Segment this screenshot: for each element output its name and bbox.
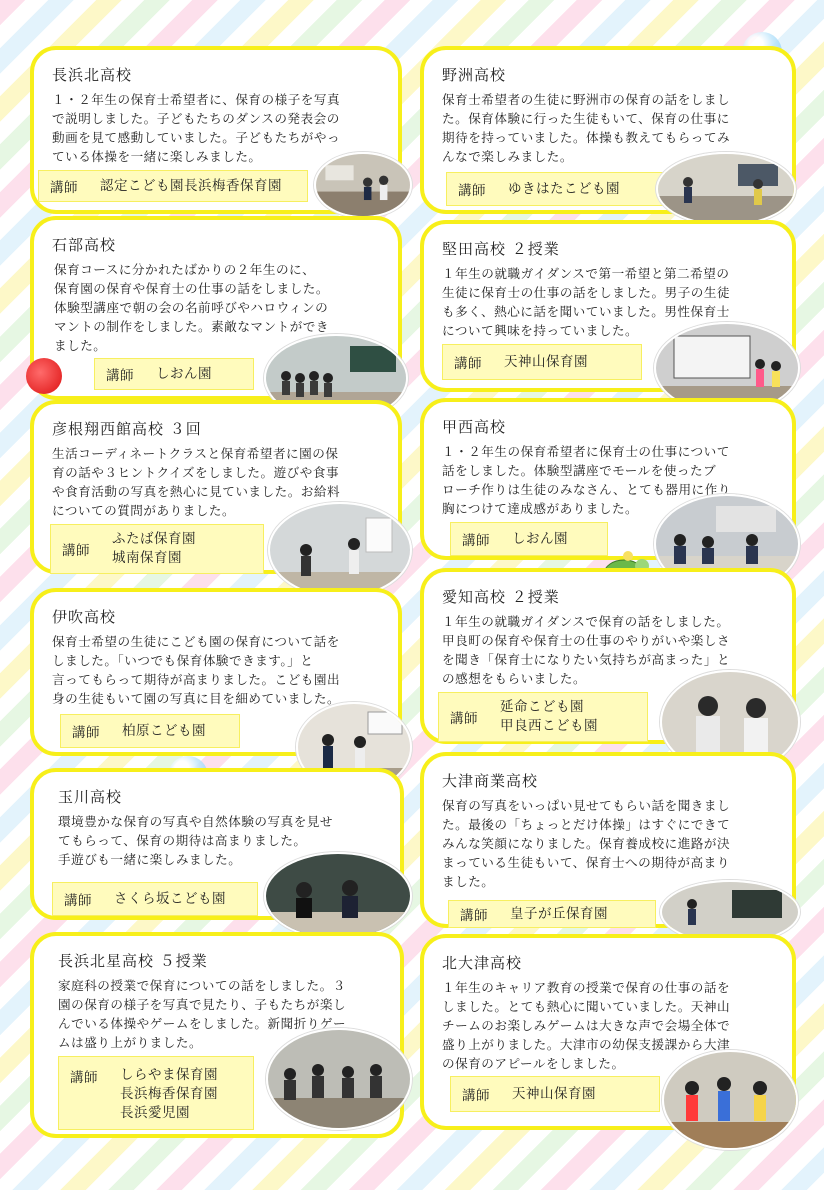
instructor-label: 講師 [62, 543, 90, 559]
body-line: た。最後の「ちょっとだけ体操」はすぐにできて [442, 817, 731, 832]
body-line: チームのお楽しみゲームは大きな声で会場全体で [442, 1018, 731, 1033]
card-title: 伊吹高校 [52, 608, 117, 626]
body-line: で説明しました。子どもたちのダンスの発表会の [52, 111, 340, 126]
classroom-photo [662, 1050, 798, 1150]
classroom-photo [656, 152, 796, 226]
card-body [52, 90, 384, 166]
body-line: ローチ作りは生徒のみなさん、とても器用に作り [442, 482, 731, 497]
card-title: 愛知高校 ２授業 [442, 588, 560, 606]
card-title: 彦根翔西館高校 ３回 [52, 420, 202, 438]
card-title: 長浜北高校 [52, 66, 133, 84]
instructor-name: 天神山保育園 [512, 1085, 596, 1102]
body-line: しました。「いつでも保育体験できます。」と [52, 653, 314, 668]
card-body [442, 796, 778, 891]
instructor-name: 甲良西こども園 [500, 718, 598, 734]
body-line: んなで楽しみました。 [442, 149, 573, 164]
instructor-label: 講師 [462, 1088, 490, 1104]
instructor-label: 講師 [106, 368, 134, 384]
body-line: 環境豊かな保育の写真や自然体験の写真を見せ [58, 814, 333, 829]
body-line: んでいる体操やゲームをしました。新聞折りゲー [58, 1016, 347, 1031]
instructor-name: しらやま保育園 [120, 1067, 218, 1083]
instructor-name: ふたば保育園 [112, 531, 196, 547]
card-title: 長浜北星高校 ５授業 [58, 952, 208, 970]
instructor-name: しおん園 [156, 365, 212, 382]
body-line: 言ってもらって期待が高まりました。こども園出 [52, 672, 341, 687]
body-line: 生活コーディネートクラスと保育希望者に園の保 [52, 446, 339, 461]
instructor-name: 延命こども園 [500, 699, 584, 715]
instructor-box [446, 172, 666, 206]
body-line: まっている生徒もいて、保育士への期待が高まり [442, 855, 730, 870]
ladybug-icon [26, 358, 62, 394]
body-line: を聞き「保育士になりたい気持ちが高まった」と [442, 652, 731, 667]
body-line: ムは盛り上がりました。 [58, 1035, 203, 1050]
body-line: について興味を持っていました。 [442, 323, 639, 338]
instructor-name: ゆきはたこども園 [508, 180, 620, 197]
body-line: や食育活動の写真を熱心に見ていました。お給料 [52, 484, 341, 499]
body-line: ました。 [54, 338, 107, 353]
card-title: 堅田高校 ２授業 [442, 240, 560, 258]
body-line: １年生のキャリア教育の授業で保育の仕事の話を [442, 980, 731, 995]
instructor-name: しおん園 [512, 530, 568, 547]
instructor-box [94, 358, 254, 390]
body-line: 手遊びも一緒に楽しみました。 [58, 852, 242, 867]
body-line: 甲良町の保育や保育士の仕事のやりがいや楽しさ [442, 633, 731, 648]
instructor-box [50, 524, 264, 574]
body-line: 胸につけて達成感がありました。 [442, 501, 639, 516]
instructor-name: 長浜梅香保育園 [120, 1086, 218, 1102]
card-title: 北大津高校 [442, 954, 523, 972]
body-line: 話をしました。体験型講座でモールを使ったブ [442, 463, 717, 478]
body-line: しました。とても熱心に聞いていました。天神山 [442, 999, 731, 1014]
body-line: 盛り上がりました。大津市の幼保支援課から大津 [442, 1037, 731, 1052]
classroom-photo [266, 1028, 412, 1130]
instructor-box [38, 170, 308, 202]
body-line: 生徒に保育士の仕事の話をしました。男子の生徒 [442, 285, 731, 300]
body-line: ました。 [442, 874, 495, 889]
instructor-box [448, 900, 656, 928]
instructor-box [60, 714, 240, 748]
body-line: 保育の写真をいっぱい見せてもらい話を聞きまし [442, 798, 731, 813]
classroom-photo [268, 502, 412, 598]
instructor-box [450, 522, 608, 556]
instructor-box [442, 344, 642, 380]
instructor-label: 講師 [50, 180, 78, 196]
instructor-box [58, 1056, 254, 1130]
instructor-name: 皇子が丘保育園 [510, 905, 608, 922]
instructor-label: 講師 [458, 183, 486, 199]
instructor-name: 柏原こども園 [122, 722, 206, 739]
instructor-box [52, 882, 258, 916]
body-line: マントの制作をしました。素敵なマントができ [54, 319, 329, 334]
body-line: の感想をもらいました。 [442, 671, 587, 686]
body-line: も多く、熱心に話を聞いていました。男性保育士 [442, 304, 730, 319]
classroom-photo [314, 152, 412, 218]
instructor-box [438, 692, 648, 742]
body-line: 園の保育の様子を写真で見たり、子もたちが楽し [58, 997, 347, 1012]
instructor-label: 講師 [450, 711, 478, 727]
instructor-name: さくら坂こども園 [114, 890, 226, 907]
card-title: 石部高校 [52, 236, 117, 254]
body-line: 保育コースに分かれたばかりの２年生のに、 [54, 262, 316, 277]
instructor-box [450, 1076, 660, 1112]
instructor-label: 講師 [454, 356, 482, 372]
classroom-photo [264, 852, 412, 940]
instructor-label: 講師 [460, 908, 488, 924]
card-title: 大津商業高校 [442, 772, 539, 790]
body-line: 育の話や３ヒントクイズをしました。遊びや食事 [52, 465, 340, 480]
body-line: 家庭科の授業で保育についての話をしました。３ [58, 978, 346, 993]
body-line: た。保育体験に行った生徒もいて、保育の仕事に [442, 111, 730, 126]
instructor-label: 講師 [70, 1070, 98, 1086]
body-line: 期待を持っていました。体操も教えてもらってみ [442, 130, 731, 145]
body-line: てもらって、保育の期待は高まりました。 [58, 833, 307, 848]
body-line: １・２年生の保育士希望者に、保育の様子を写真 [52, 92, 341, 107]
instructor-name: 城南保育園 [112, 550, 182, 566]
body-line: 保育士希望の生徒にこども園の保育について話を [52, 634, 340, 649]
instructor-name: 天神山保育園 [504, 353, 588, 370]
instructor-label: 講師 [72, 725, 100, 741]
instructor-name: 長浜愛児園 [120, 1105, 190, 1121]
body-line: ている体操を一緒に楽しみました。 [52, 149, 262, 164]
body-line: 身の生徒もいて園の写真に目を細めていました。 [52, 691, 341, 706]
instructor-name: 認定こども園長浜梅香保育園 [100, 177, 282, 194]
card-title: 甲西高校 [442, 418, 507, 436]
body-line: についての質問がありました。 [52, 503, 236, 518]
body-line: 体験型講座で朝の会の名前呼びやハロウィンの [54, 300, 329, 315]
body-line: 保育士希望者の生徒に野洲市の保育の話をしまし [442, 92, 731, 107]
body-line: １年生の就職ガイダンスで保育の話をしました。 [442, 614, 730, 629]
body-line: の保育のアピールをしました。 [442, 1056, 625, 1071]
body-line: １・２年生の保育希望者に保育士の仕事について [442, 444, 730, 459]
body-line: 動画を見て感動していました。子どもたちがやっ [52, 130, 341, 145]
body-line: みんな笑顔になりました。保育養成校に進路が決 [442, 836, 731, 851]
body-line: １年生の就職ガイダンスで第一希望と第二希望の [442, 266, 730, 281]
instructor-label: 講師 [462, 533, 490, 549]
card-title: 野洲高校 [442, 66, 507, 84]
card-body [52, 632, 384, 708]
body-line: 保育園の保育や保育士の仕事の話をしました。 [54, 281, 329, 296]
card-title: 玉川高校 [58, 788, 123, 806]
instructor-label: 講師 [64, 893, 92, 909]
